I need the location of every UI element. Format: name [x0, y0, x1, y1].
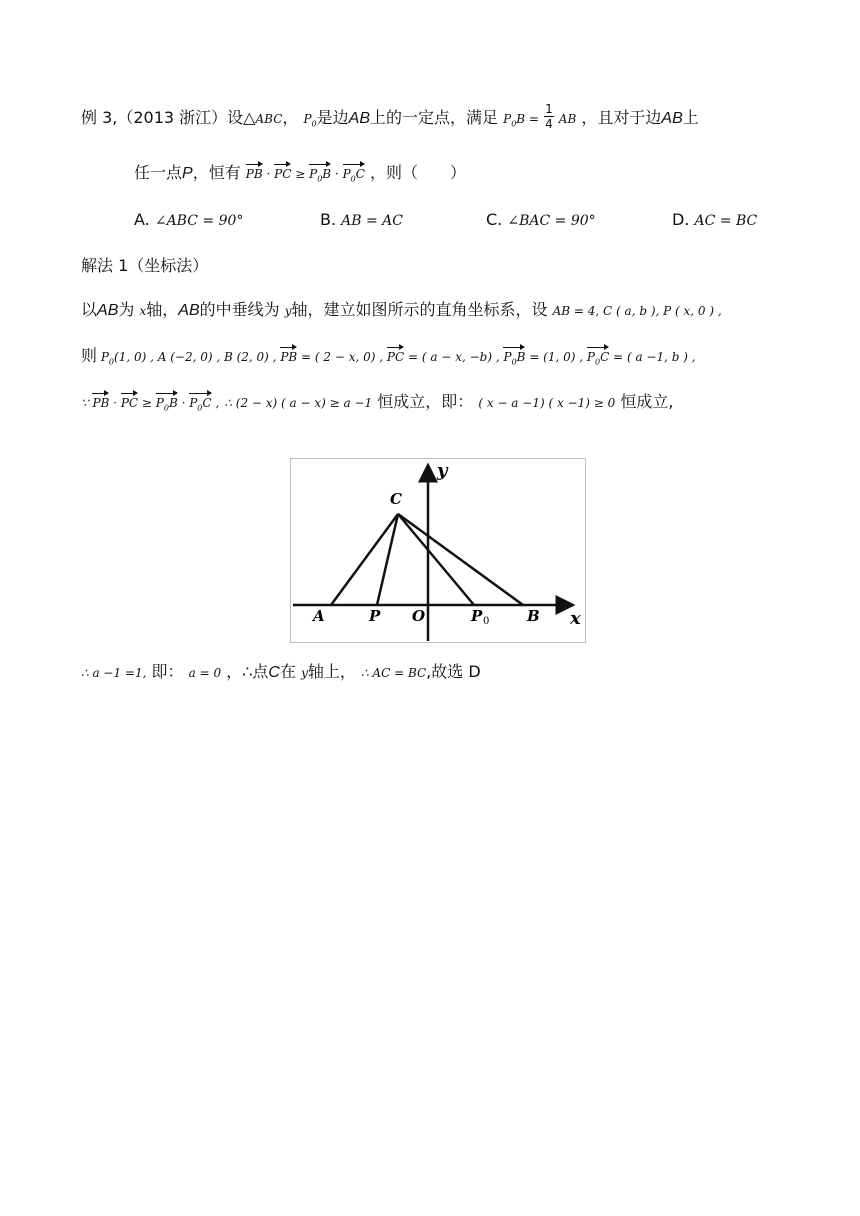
option-a: A. ∠ABC = 90° [134, 210, 244, 229]
solution-heading: 解法 1（坐标法） [81, 256, 209, 275]
label-p: P [369, 607, 381, 625]
segment-cb [398, 514, 523, 605]
solution-line-3: ∵ PB · PC ≥ $P_0B \cdot P_0C$ , ∴ (2 − x) ( a − x) ≥ a −1 恒成立，即： ( x − a −1) ( x −1) ≥ 0 恒成立, [81, 392, 674, 413]
label-o: O [412, 607, 426, 625]
label-a: A [313, 607, 325, 625]
label-y: y [437, 460, 448, 481]
option-b: B. AB = AC [320, 210, 404, 229]
vector-inequality: PB · PC ≥ $P_0B \cdot P_0C$ [245, 167, 365, 184]
label-p0-sub: 0 [483, 616, 490, 627]
triangle-name: ABC [255, 112, 283, 126]
condition-lhs: $P_0B$ = [503, 112, 539, 129]
solution-line-2: 则 $P_0(1$, 0) , A (−2, 0) , B (2, 0) , PB = ( 2 − x, 0) , PC = ( a − x, −b) , $P_0B = (1$, 0) , $P_0C$ = ( a −1, b ) , [81, 346, 696, 367]
option-c: C. ∠BAC = 90° [486, 210, 596, 229]
conclusion-line: ∴ a −1 =1, 即： a = 0 ，∴点C在 y轴上， ∴ AC = BC,故选 D [81, 662, 481, 681]
problem-line-2: 任一点P，恒有 PB · PC ≥ $P_0B \cdot P_0C$ ，则（ ） [134, 163, 467, 184]
label-x: x [570, 608, 581, 629]
problem-line-1: 例 3,（2013 浙江）设△ABC， $P_0$是边AB上的一定点，满足 $P_0B$ = $\frac{1}{4}$ AB ，且对于边AB上 [81, 102, 699, 131]
fraction-one-quarter: $\frac{1}{4}$ [545, 102, 553, 131]
setup-coordinates: AB = 4, C ( a, b ), P ( x, 0 ) , [552, 304, 722, 318]
label-p0: P [471, 607, 483, 625]
label-c: C [390, 490, 402, 508]
option-d: D. AC = BC [672, 210, 758, 229]
problem-intro: 例 3,（2013 浙江）设 [81, 108, 244, 127]
coordinate-figure [290, 458, 586, 643]
solution-line-1: 以AB为 x轴，AB的中垂线为 y轴，建立如图所示的直角坐标系，设 AB = 4, C ( a, b ), P ( x, 0 ) , [81, 300, 722, 319]
triangle-diagram [291, 459, 585, 642]
label-b: B [527, 607, 540, 625]
